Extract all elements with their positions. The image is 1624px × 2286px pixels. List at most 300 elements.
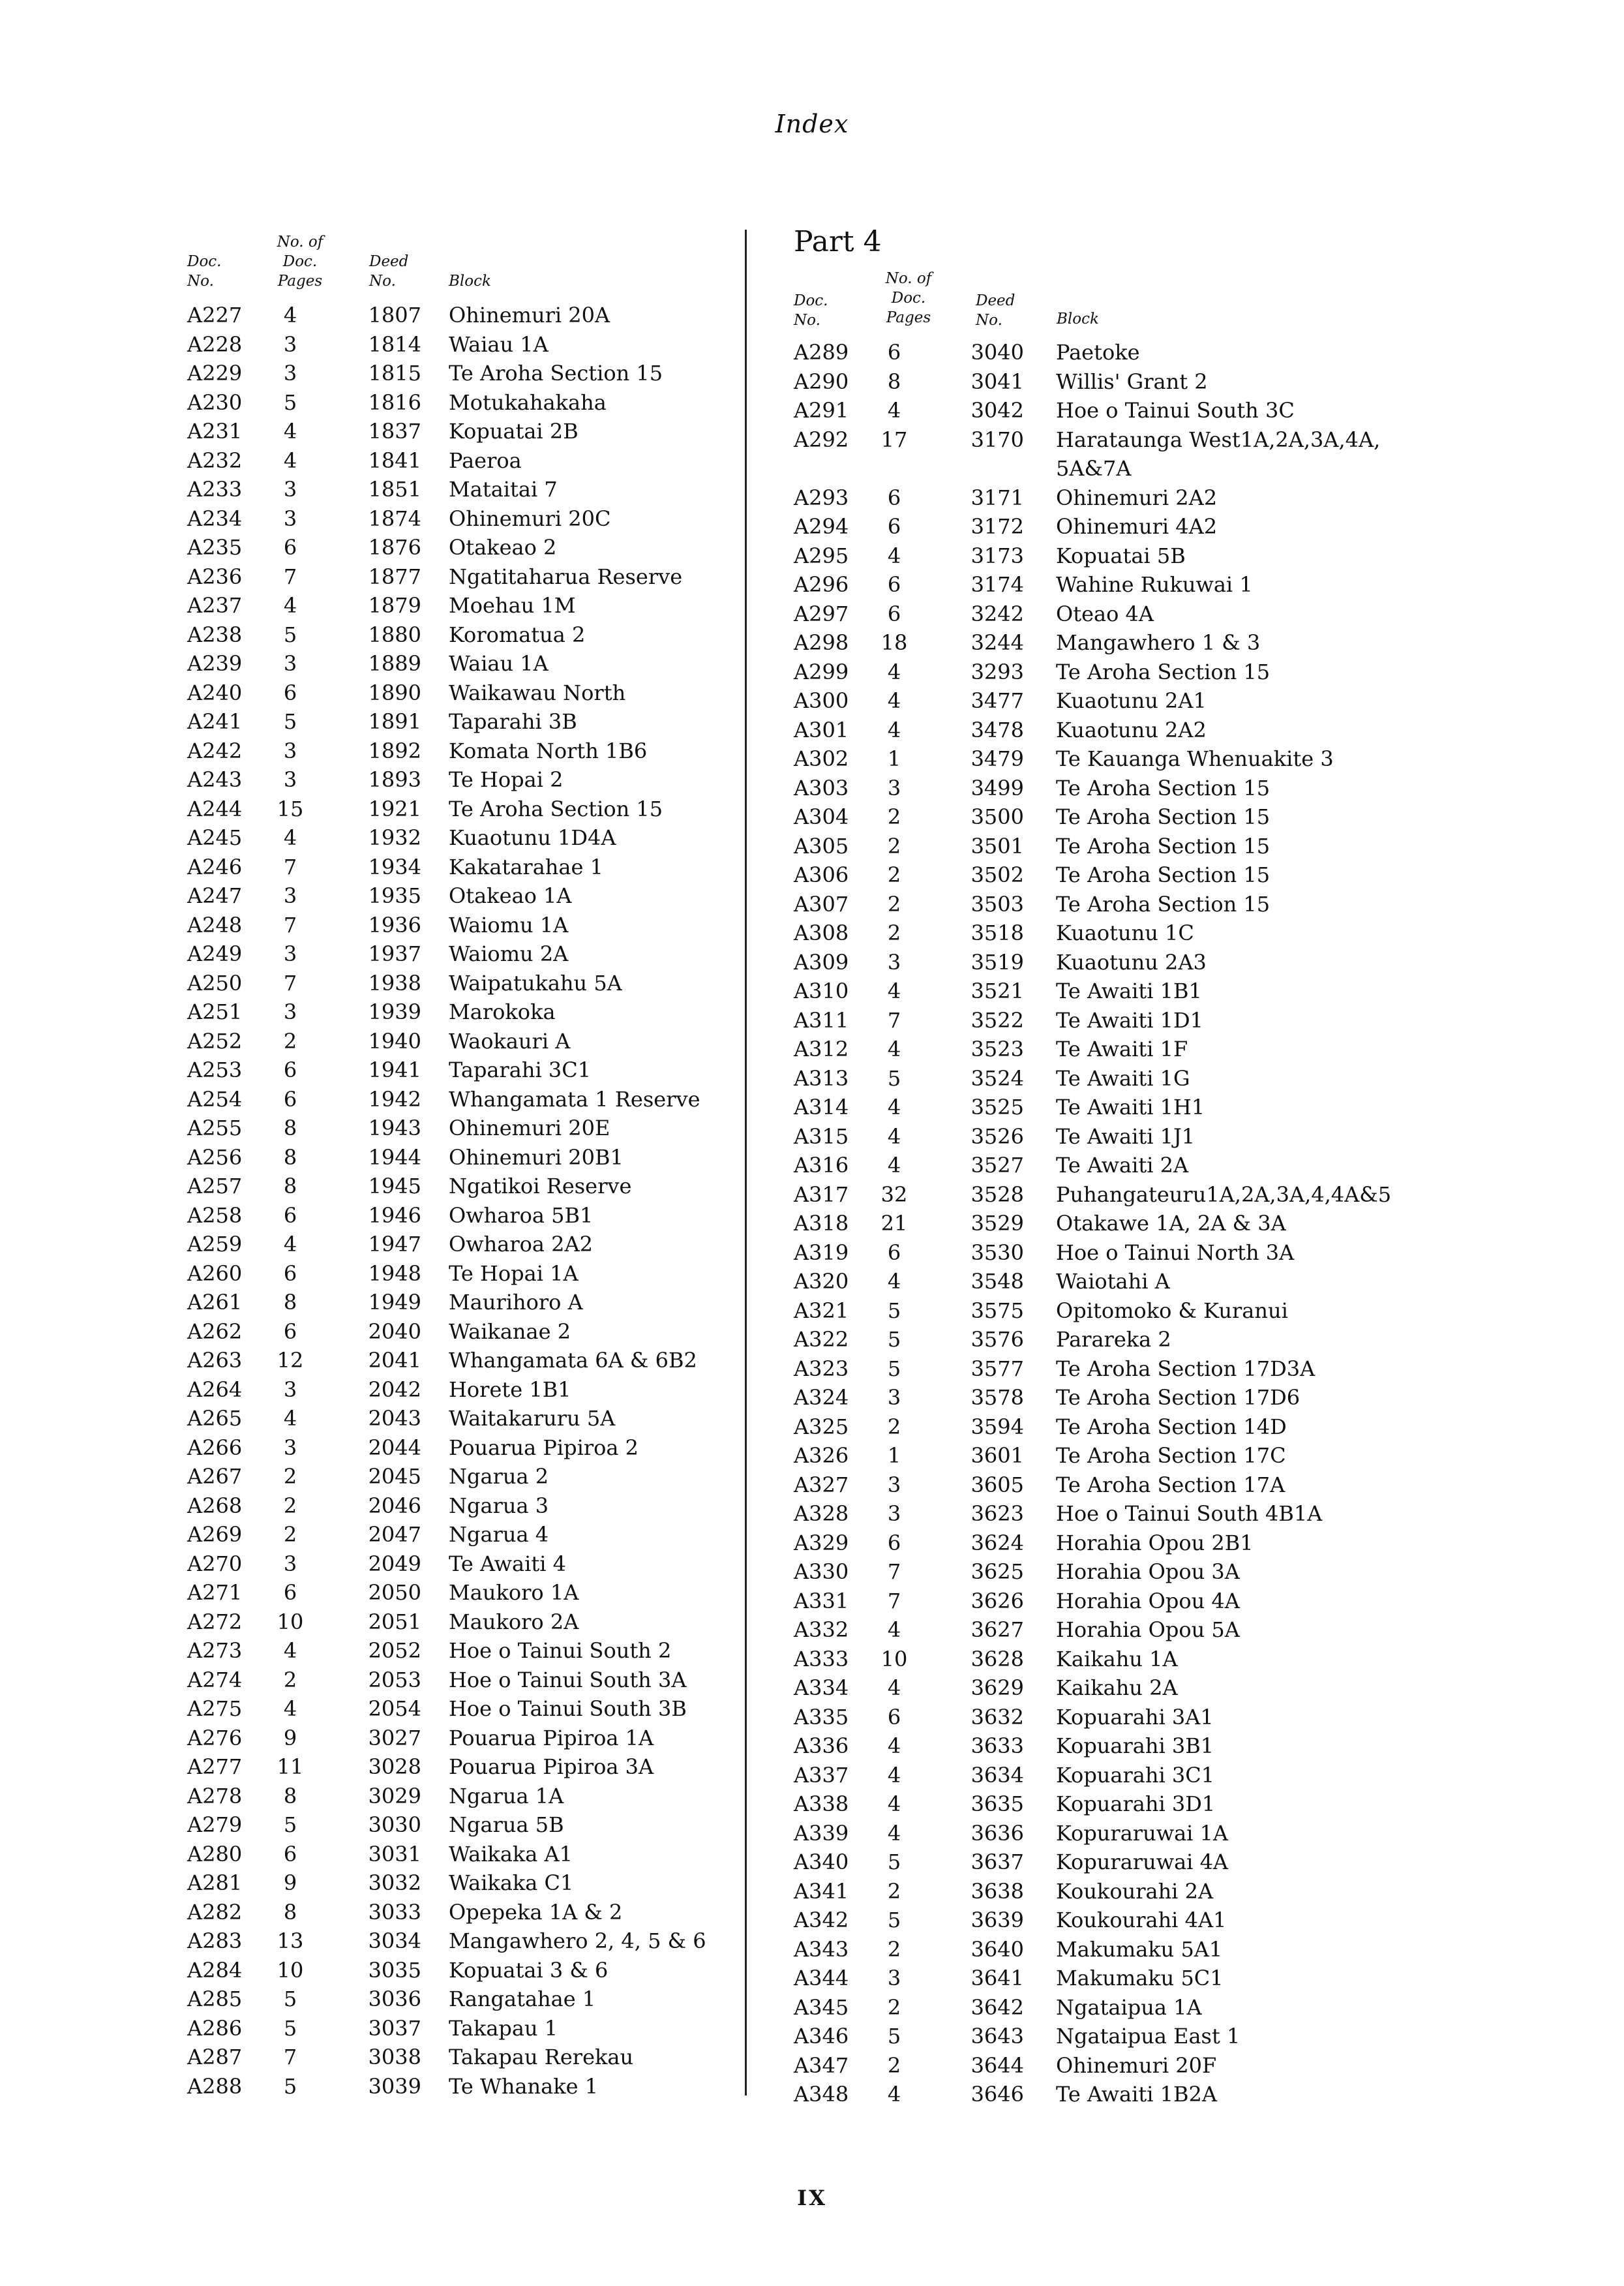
deed-number: 3029	[368, 1783, 421, 1808]
page-count: 5	[887, 1298, 901, 1323]
doc-number: A288	[187, 2073, 243, 2099]
page-count: 6	[887, 1704, 901, 1730]
doc-number: A343	[794, 1936, 849, 1962]
block-name: Ohinemuri 20E	[449, 1116, 610, 1140]
page-count: 6	[283, 535, 297, 560]
doc-number: A300	[794, 688, 849, 713]
page-count: 3	[283, 767, 297, 792]
doc-number: A289	[794, 340, 849, 365]
page-count: 8	[283, 1116, 297, 1140]
deed-number: 1943	[368, 1116, 421, 1140]
page-count: 4	[283, 1406, 297, 1431]
block-name: Horete 1B1	[449, 1377, 571, 1402]
deed-number: 3477	[970, 688, 1024, 713]
page-count: 6	[283, 680, 297, 705]
page-count: 4	[283, 1638, 297, 1663]
doc-number: A282	[187, 1899, 243, 1925]
block-name: Te Hopai 2	[449, 767, 564, 792]
doc-number: A301	[794, 717, 849, 742]
block-name: Te Awaiti 1G	[1056, 1065, 1190, 1091]
deed-number: 1946	[368, 1202, 421, 1228]
block-name: Waiau 1A	[449, 331, 549, 357]
block-name: Ohinemuri 20C	[449, 506, 611, 531]
deed-number: 3525	[970, 1095, 1024, 1120]
block-name: Ngarua 3	[449, 1493, 549, 1518]
deed-number: 3499	[970, 775, 1024, 800]
page-count: 1	[887, 1443, 901, 1468]
doc-number: A332	[794, 1617, 849, 1642]
deed-number: 2046	[368, 1493, 421, 1518]
doc-number: A260	[187, 1260, 243, 1286]
block-name: Te Aroha Section 15	[449, 796, 663, 821]
doc-number: A340	[794, 1850, 849, 1874]
block-name: Kuaotunu 1C	[1056, 921, 1194, 945]
deed-number: 1949	[368, 1290, 421, 1315]
block-name: Pouarua Pipiroa 3A	[449, 1754, 654, 1779]
pages-header: No. of Doc. Pages	[885, 270, 932, 326]
block-name: Kakatarahae 1	[449, 854, 603, 879]
doc-number: A246	[187, 854, 243, 879]
page-count: 2	[887, 1414, 901, 1439]
deed-number: 3523	[970, 1037, 1024, 1061]
page-count: 4	[887, 1820, 901, 1846]
block-name: Makumaku 5C1	[1056, 1966, 1224, 1990]
deed-number: 3629	[970, 1675, 1024, 1700]
doc-number: A308	[794, 921, 849, 945]
doc-number: A242	[187, 738, 243, 763]
deed-number: 1941	[368, 1058, 421, 1082]
page-count: 2	[283, 1493, 297, 1518]
page-count: 10	[880, 1646, 908, 1671]
doc-number: A330	[794, 1559, 849, 1584]
deed-number: 3632	[970, 1704, 1024, 1730]
doc-number: A317	[794, 1181, 849, 1207]
doc-number: A248	[187, 912, 243, 937]
block-name: Komata North 1B6	[449, 738, 648, 763]
block-name: Whangamata 6A & 6B2	[449, 1348, 697, 1373]
page-count: 4	[887, 2082, 901, 2107]
doc-number: A244	[187, 796, 243, 821]
page-count: 6	[887, 514, 901, 539]
doc-number: A269	[187, 1522, 243, 1547]
doc-number: A234	[187, 506, 243, 531]
doc-number: A241	[187, 709, 243, 734]
block-name: Kopuarahi 3C1	[1056, 1762, 1215, 1788]
page-count: 15	[277, 796, 304, 821]
doc-number: A283	[187, 1928, 243, 1953]
doc-number: A295	[794, 543, 849, 568]
doc-number: A335	[794, 1704, 849, 1730]
page-count: 2	[887, 1878, 901, 1904]
block-name: Takapau 1	[449, 2015, 558, 2041]
doc-number: A274	[187, 1667, 243, 1692]
page-count: 4	[887, 398, 901, 423]
block-name: Ohinemuri 20B1	[449, 1144, 624, 1170]
deed-number: 3635	[970, 1791, 1024, 1816]
block-name: Te Aroha Section 15	[1056, 775, 1271, 800]
doc-number: A279	[187, 1812, 243, 1837]
page-count: 7	[283, 970, 297, 996]
block-name: Oteao 4A	[1056, 601, 1154, 626]
page-count: 3	[887, 1966, 901, 1990]
doc-number: A322	[794, 1327, 849, 1352]
page-count: 4	[887, 1733, 901, 1758]
deed-number: 3033	[368, 1899, 421, 1925]
deed-number: 3479	[970, 746, 1024, 771]
deed-number: 3638	[970, 1878, 1024, 1904]
block-name: Hoe o Tainui South 3B	[449, 1696, 687, 1721]
deed-number: 1837	[368, 419, 421, 444]
doc-number: A251	[187, 999, 243, 1024]
deed-number: 3637	[970, 1850, 1024, 1874]
page-count: 2	[887, 804, 901, 829]
deed-number: 3644	[970, 2052, 1024, 2078]
block-name: Te Aroha Section 15	[1056, 659, 1271, 684]
doc-number: A228	[187, 331, 243, 357]
deed-number: 2051	[368, 1609, 421, 1634]
block-name: Kopuatai 5B	[1056, 543, 1186, 568]
block-name: Kaikahu 2A	[1056, 1675, 1178, 1700]
page-count: 2	[887, 2052, 901, 2078]
deed-number: 3548	[970, 1269, 1024, 1294]
block-name: Ngataipua East 1	[1056, 2024, 1241, 2049]
deed-number: 3037	[368, 2015, 421, 2041]
block-name: Hoe o Tainui South 3C	[1056, 398, 1295, 423]
page-count: 6	[283, 1580, 297, 1605]
deed-number: 3027	[368, 1725, 421, 1750]
block-header: Block	[1057, 311, 1099, 328]
page-count: 7	[887, 1588, 901, 1613]
deed-number: 1874	[368, 506, 421, 531]
deed-number: 2043	[368, 1406, 421, 1431]
page-count: 8	[283, 1899, 297, 1925]
block-name: Mangawhero 2, 4, 5 & 6	[449, 1928, 706, 1953]
page-count: 5	[887, 1356, 901, 1381]
page-count: 3	[887, 1501, 901, 1526]
doc-number: A229	[187, 361, 243, 386]
doc-number: A312	[794, 1037, 849, 1061]
block-name: Te Aroha Section 14D	[1056, 1414, 1287, 1439]
deed-number: 1879	[368, 593, 421, 618]
block-name: Hoe o Tainui South 2	[449, 1638, 672, 1663]
deed-number: 3501	[970, 833, 1024, 859]
block-name: Makumaku 5A1	[1056, 1936, 1223, 1962]
doc-number: A333	[794, 1646, 849, 1671]
doc-number: A240	[187, 680, 243, 705]
deed-number: 1851	[368, 477, 421, 502]
doc-number: A296	[794, 572, 849, 597]
doc-number: A250	[187, 970, 243, 996]
doc-number: A284	[187, 1957, 243, 1983]
doc-number: A291	[794, 398, 849, 423]
deed-number: 3526	[970, 1123, 1024, 1149]
page-count: 2	[887, 862, 901, 887]
page-count: 6	[283, 1318, 297, 1344]
deed-number: 3503	[970, 891, 1024, 917]
page-count: 2	[283, 1667, 297, 1692]
deed-number: 1880	[368, 622, 421, 647]
deed-number: 3605	[970, 1472, 1024, 1497]
page-title: Index	[775, 110, 849, 138]
page-count: 6	[283, 1841, 297, 1867]
doc-number: A272	[187, 1609, 243, 1634]
doc-number: A257	[187, 1174, 243, 1198]
doc-number: A235	[187, 535, 243, 560]
block-name: Koukourahi 2A	[1056, 1878, 1214, 1904]
doc-number: A297	[794, 601, 849, 626]
doc-number: A344	[794, 1966, 849, 1990]
block-name: Opepeka 1A & 2	[449, 1899, 623, 1925]
deed-number: 3576	[970, 1327, 1024, 1352]
doc-number: A239	[187, 651, 243, 676]
deed-number: 3478	[970, 717, 1024, 742]
deed-number: 3636	[970, 1820, 1024, 1846]
doc-number: A238	[187, 622, 243, 647]
block-name: Motukahakaha	[449, 389, 607, 415]
deed-no-header: Deed No.	[976, 292, 1015, 329]
doc-number: A324	[794, 1385, 849, 1410]
block-name: Horahia Opou 2B1	[1056, 1530, 1254, 1555]
deed-number: 1892	[368, 738, 421, 763]
deed-number: 3032	[368, 1870, 421, 1895]
page-number: IX	[797, 2186, 827, 2210]
block-name: Te Aroha Section 17A	[1056, 1472, 1286, 1497]
block-name: Rangatahae 1	[449, 1987, 596, 2011]
page-count: 8	[283, 1144, 297, 1170]
doc-number: A305	[794, 833, 849, 859]
page-count: 4	[887, 1095, 901, 1120]
deed-number: 3172	[970, 514, 1024, 539]
block-name: Ngarua 1A	[449, 1783, 564, 1808]
page-count: 6	[887, 1530, 901, 1555]
deed-number: 3519	[970, 949, 1024, 975]
doc-number: A243	[187, 767, 243, 792]
block-name: Waikaka A1	[449, 1841, 573, 1867]
doc-number: A264	[187, 1377, 243, 1402]
page-count: 4	[283, 419, 297, 444]
doc-number: A345	[794, 1994, 849, 2020]
doc-number: A276	[187, 1725, 243, 1750]
block-name: Ngarua 5B	[449, 1812, 564, 1837]
doc-number: A285	[187, 1987, 243, 2011]
block-name: 5A&7A	[1056, 456, 1132, 481]
block-name: Ngatitaharua Reserve	[449, 564, 683, 589]
page-count: 4	[887, 1153, 901, 1178]
page-count: 6	[887, 572, 901, 597]
block-name: Te Aroha Section 15	[1056, 833, 1271, 859]
block-name: Takapau Rerekau	[449, 2045, 634, 2069]
pages-header: No. of Doc. Pages	[277, 234, 323, 290]
deed-number: 3646	[970, 2082, 1024, 2107]
doc-number: A273	[187, 1638, 243, 1663]
deed-number: 3042	[970, 398, 1024, 423]
block-name: Kopuarahi 3B1	[1056, 1733, 1214, 1758]
doc-number: A247	[187, 883, 243, 908]
page-count: 5	[283, 622, 297, 647]
deed-number: 3170	[970, 427, 1024, 452]
block-name: Ohinemuri 20A	[449, 303, 610, 328]
page-count: 3	[283, 941, 297, 966]
deed-number: 3521	[970, 979, 1024, 1003]
block-name: Kopuarahi 3A1	[1056, 1704, 1214, 1730]
deed-number: 3578	[970, 1385, 1024, 1410]
page-count: 4	[887, 1791, 901, 1816]
page-count: 5	[283, 709, 297, 734]
page-count: 6	[283, 1086, 297, 1112]
page-count: 12	[277, 1348, 304, 1373]
page-count: 7	[283, 854, 297, 879]
doc-number: A299	[794, 659, 849, 684]
doc-number: A262	[187, 1318, 243, 1344]
doc-number: A347	[794, 2052, 849, 2078]
page-count: 5	[283, 2073, 297, 2099]
doc-number: A230	[187, 389, 243, 415]
block-name: Paeroa	[449, 448, 522, 473]
block-name: Mataitai 7	[449, 477, 558, 502]
deed-number: 3522	[970, 1007, 1024, 1033]
doc-number: A271	[187, 1580, 243, 1605]
deed-number: 3624	[970, 1530, 1024, 1555]
doc-number: A303	[794, 775, 849, 800]
deed-number: 3627	[970, 1617, 1024, 1642]
deed-number: 1815	[368, 361, 421, 386]
page-count: 1	[887, 746, 901, 771]
page-count: 4	[887, 979, 901, 1003]
deed-number: 3031	[368, 1841, 421, 1867]
deed-number: 1934	[368, 854, 421, 879]
page-count: 9	[283, 1725, 297, 1750]
page-count: 4	[887, 1617, 901, 1642]
deed-no-header: Deed No.	[369, 253, 409, 290]
doc-number: A338	[794, 1791, 849, 1816]
doc-number: A263	[187, 1348, 243, 1373]
deed-number: 3173	[970, 543, 1024, 568]
deed-number: 3174	[970, 572, 1024, 597]
block-name: Te Aroha Section 15	[449, 361, 663, 386]
page-count: 6	[283, 1202, 297, 1228]
doc-number: A306	[794, 862, 849, 887]
deed-number: 1932	[368, 825, 421, 850]
page-count: 5	[887, 1908, 901, 1932]
page-count: 7	[887, 1559, 901, 1584]
block-name: Otakeao 2	[449, 535, 557, 560]
doc-number: A309	[794, 949, 849, 975]
block-name: Kuaotunu 1D4A	[449, 825, 616, 850]
deed-number: 2042	[368, 1377, 421, 1402]
block-name: Kuaotunu 2A3	[1056, 949, 1207, 975]
page-count: 2	[887, 891, 901, 917]
doc-number: A328	[794, 1501, 849, 1526]
block-header: Block	[449, 273, 491, 290]
deed-number: 1938	[368, 970, 421, 996]
block-name: Waiomu 2A	[449, 941, 569, 966]
doc-number: A320	[794, 1269, 849, 1294]
page-count: 2	[283, 1464, 297, 1489]
block-name: Maurihoro A	[449, 1290, 583, 1315]
deed-number: 2047	[368, 1522, 421, 1547]
block-name: Moehau 1M	[449, 593, 576, 618]
page-count: 7	[283, 2045, 297, 2069]
block-name: Te Aroha Section 15	[1056, 891, 1271, 917]
deed-number: 3036	[368, 1987, 421, 2011]
doc-number: A286	[187, 2015, 243, 2041]
block-name: Te Awaiti 1H1	[1056, 1095, 1205, 1120]
doc-number: A292	[794, 427, 849, 452]
page-count: 7	[283, 912, 297, 937]
block-name: Te Awaiti 4	[449, 1551, 566, 1576]
page-count: 3	[283, 1435, 297, 1460]
page-count: 3	[283, 361, 297, 386]
deed-number: 2040	[368, 1318, 421, 1344]
block-name: Ohinemuri 20F	[1056, 2052, 1217, 2078]
page-count: 4	[887, 659, 901, 684]
block-name: Te Awaiti 1F	[1056, 1037, 1188, 1061]
block-name: Mangawhero 1 & 3	[1056, 630, 1261, 655]
page-count: 3	[283, 738, 297, 763]
block-name: Owharoa 5B1	[449, 1202, 594, 1228]
page-count: 4	[283, 825, 297, 850]
deed-number: 1876	[368, 535, 421, 560]
page-count: 3	[283, 1551, 297, 1576]
deed-number: 1921	[368, 796, 421, 821]
doc-number: A319	[794, 1240, 849, 1265]
block-name: Waikanae 2	[449, 1318, 571, 1344]
page-count: 18	[880, 630, 908, 655]
deed-number: 3643	[970, 2024, 1024, 2049]
page-count: 6	[283, 1260, 297, 1286]
block-name: Te Awaiti 1B1	[1056, 979, 1202, 1003]
deed-number: 3577	[970, 1356, 1024, 1381]
block-name: Kopuarahi 3D1	[1056, 1791, 1216, 1816]
block-name: Te Awaiti 2A	[1056, 1153, 1189, 1178]
doc-number: A321	[794, 1298, 849, 1323]
doc-number: A294	[794, 514, 849, 539]
block-name: Parareka 2	[1056, 1327, 1171, 1352]
page-count: 3	[283, 999, 297, 1024]
page-count: 4	[887, 1762, 901, 1788]
doc-number: A231	[187, 419, 243, 444]
block-name: Ngatikoi Reserve	[449, 1174, 632, 1198]
page-count: 7	[283, 564, 297, 589]
block-name: Willis' Grant 2	[1056, 369, 1208, 394]
page-count: 6	[887, 601, 901, 626]
block-name: Puhangateuru1A,2A,3A,4,4A&5	[1056, 1181, 1392, 1207]
block-name: Te Awaiti 1J1	[1056, 1123, 1195, 1149]
doc-number: A280	[187, 1841, 243, 1867]
doc-no-header: Doc. No.	[187, 253, 222, 290]
block-name: Maukoro 1A	[449, 1580, 579, 1605]
block-name: Otakawe 1A, 2A & 3A	[1056, 1211, 1286, 1236]
block-name: Pouarua Pipiroa 2	[449, 1435, 639, 1460]
block-name: Wahine Rukuwai 1	[1056, 572, 1253, 597]
block-name: Maukoro 2A	[449, 1609, 579, 1634]
page-count: 5	[283, 389, 297, 415]
doc-number: A316	[794, 1153, 849, 1178]
doc-number: A261	[187, 1290, 243, 1315]
doc-number: A267	[187, 1464, 243, 1489]
page-count: 2	[887, 833, 901, 859]
deed-number: 1816	[368, 389, 421, 415]
deed-number: 1814	[368, 331, 421, 357]
doc-number: A281	[187, 1870, 243, 1895]
doc-number: A302	[794, 746, 849, 771]
doc-number: A259	[187, 1232, 243, 1257]
deed-number: 3040	[970, 340, 1024, 365]
deed-number: 1891	[368, 709, 421, 734]
block-name: Waipatukahu 5A	[449, 970, 622, 996]
deed-number: 3639	[970, 1908, 1024, 1932]
deed-number: 3041	[970, 369, 1024, 394]
